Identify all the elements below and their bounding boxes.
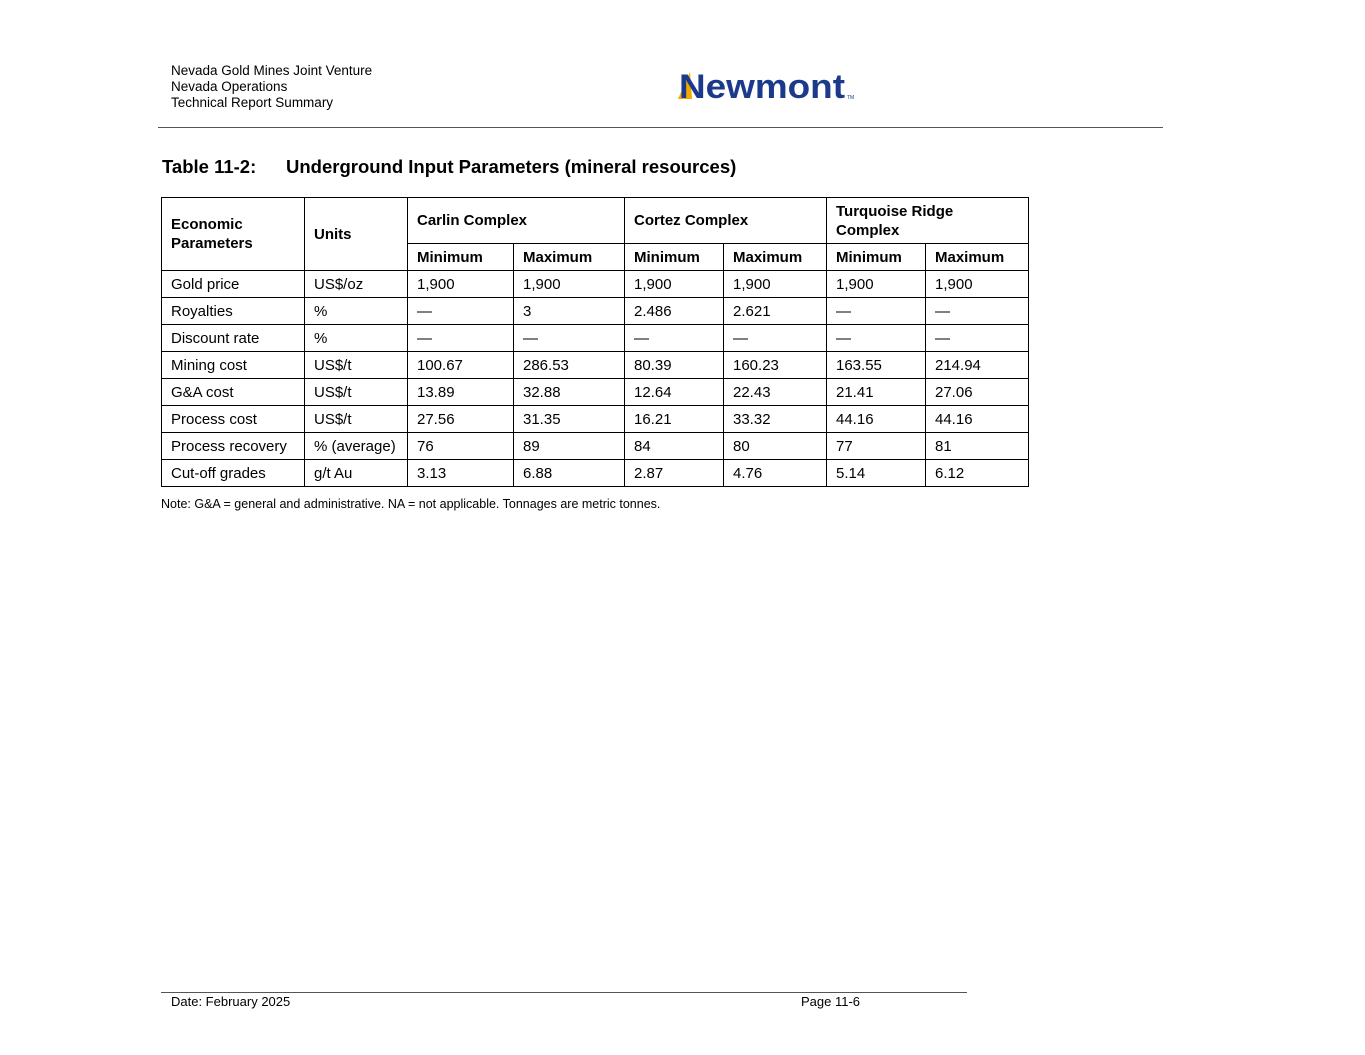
header-turquoise-ridge-complex: Turquoise Ridge Complex	[827, 198, 1029, 244]
cell-value: 27.06	[926, 379, 1029, 406]
cell-value: —	[625, 325, 724, 352]
cell-value: 3	[514, 298, 625, 325]
header-economic-parameters: Economic Parameters	[162, 198, 305, 271]
cell-value: —	[827, 298, 926, 325]
table-row	[162, 433, 1029, 460]
cell-value: —	[926, 298, 1029, 325]
cell-value: —	[514, 325, 625, 352]
cell-parameter: Discount rate	[162, 325, 305, 352]
header-carlin-complex: Carlin Complex	[408, 198, 625, 244]
cell-value: 1,900	[926, 271, 1029, 298]
cell-parameter: G&A cost	[162, 379, 305, 406]
cell-value: 80.39	[625, 352, 724, 379]
cell-value: 13.89	[408, 379, 514, 406]
cell-value: 214.94	[926, 352, 1029, 379]
cell-units: US$/t	[305, 379, 408, 406]
cell-parameter: Gold price	[162, 271, 305, 298]
cell-units: US$/oz	[305, 271, 408, 298]
footer-date: Date: February 2025	[171, 994, 291, 1009]
table-row	[162, 352, 1029, 379]
cell-value: 6.88	[514, 460, 625, 487]
cell-value: 31.35	[514, 406, 625, 433]
cell-value: 1,900	[827, 271, 926, 298]
cell-value: 1,900	[514, 271, 625, 298]
cell-value: 77	[827, 433, 926, 460]
report-header	[171, 63, 372, 111]
cell-value: 2.621	[724, 298, 827, 325]
logo-wordmark: Newmont	[679, 68, 845, 104]
cell-units: US$/t	[305, 406, 408, 433]
cell-value: 160.23	[724, 352, 827, 379]
cell-value: —	[724, 325, 827, 352]
cell-parameter: Mining cost	[162, 352, 305, 379]
header-divider	[158, 127, 1163, 128]
header-line-company: Nevada Gold Mines Joint Venture	[171, 63, 373, 78]
cell-value: 89	[514, 433, 625, 460]
cell-units: US$/t	[305, 352, 408, 379]
cell-parameter: Process cost	[162, 406, 305, 433]
cell-units: % (average)	[305, 433, 408, 460]
table-row	[162, 406, 1029, 433]
cell-value: —	[827, 325, 926, 352]
cell-value: 100.67	[408, 352, 514, 379]
cell-value: 16.21	[625, 406, 724, 433]
cell-value: 21.41	[827, 379, 926, 406]
cell-value: 12.64	[625, 379, 724, 406]
subheader-cortez-minimum: Minimum	[625, 244, 724, 271]
subheader-carlin-maximum: Maximum	[514, 244, 625, 271]
table-title-text: Underground Input Parameters (mineral resources)	[286, 156, 737, 177]
header-line-operations: Nevada Operations	[171, 79, 288, 94]
cell-value: 5.14	[827, 460, 926, 487]
cell-value: 3.13	[408, 460, 514, 487]
cell-value: 1,900	[724, 271, 827, 298]
footer-divider	[161, 992, 967, 993]
header-line-report: Technical Report Summary	[171, 95, 334, 110]
cell-value: 27.56	[408, 406, 514, 433]
table-number: Table 11-2:	[162, 156, 257, 177]
cell-value: 1,900	[625, 271, 724, 298]
cell-parameter: Royalties	[162, 298, 305, 325]
cell-value: 84	[625, 433, 724, 460]
cell-value: 286.53	[514, 352, 625, 379]
logo-trademark: TM	[847, 95, 855, 101]
cell-units: %	[305, 325, 408, 352]
newmont-logo-mark	[676, 66, 858, 104]
cell-value: 6.12	[926, 460, 1029, 487]
cell-value: —	[408, 325, 514, 352]
cell-value: —	[926, 325, 1029, 352]
cell-value: 2.486	[625, 298, 724, 325]
cell-value: 4.76	[724, 460, 827, 487]
header-cortez-complex: Cortez Complex	[625, 198, 827, 244]
table-row	[162, 379, 1029, 406]
cell-value: 22.43	[724, 379, 827, 406]
table-title	[162, 156, 736, 178]
cell-value: 44.16	[926, 406, 1029, 433]
subheader-cortez-maximum: Maximum	[724, 244, 827, 271]
table-row	[162, 325, 1029, 352]
table-row	[162, 460, 1029, 487]
cell-value: 33.32	[724, 406, 827, 433]
cell-value: 1,900	[408, 271, 514, 298]
cell-units: g/t Au	[305, 460, 408, 487]
cell-value: 76	[408, 433, 514, 460]
table-note: Note: G&A = general and administrative. NA = not applicable. Tonnages are metric tonnes.	[161, 497, 661, 511]
cell-value: 32.88	[514, 379, 625, 406]
table-body	[162, 271, 1029, 487]
table-row	[162, 271, 1029, 298]
parameters-table	[161, 197, 1029, 487]
cell-parameter: Cut-off grades	[162, 460, 305, 487]
cell-value: 44.16	[827, 406, 926, 433]
subheader-turquoise-minimum: Minimum	[827, 244, 926, 271]
cell-value: 163.55	[827, 352, 926, 379]
cell-value: —	[408, 298, 514, 325]
cell-value: 2.87	[625, 460, 724, 487]
subheader-turquoise-maximum: Maximum	[926, 244, 1029, 271]
table-header-row	[162, 198, 1029, 244]
newmont-logo	[676, 66, 858, 104]
table-row	[162, 298, 1029, 325]
cell-parameter: Process recovery	[162, 433, 305, 460]
footer-page-number: Page 11-6	[801, 994, 861, 1009]
cell-value: 80	[724, 433, 827, 460]
cell-value: 81	[926, 433, 1029, 460]
header-units: Units	[305, 198, 408, 271]
cell-units: %	[305, 298, 408, 325]
subheader-carlin-minimum: Minimum	[408, 244, 514, 271]
